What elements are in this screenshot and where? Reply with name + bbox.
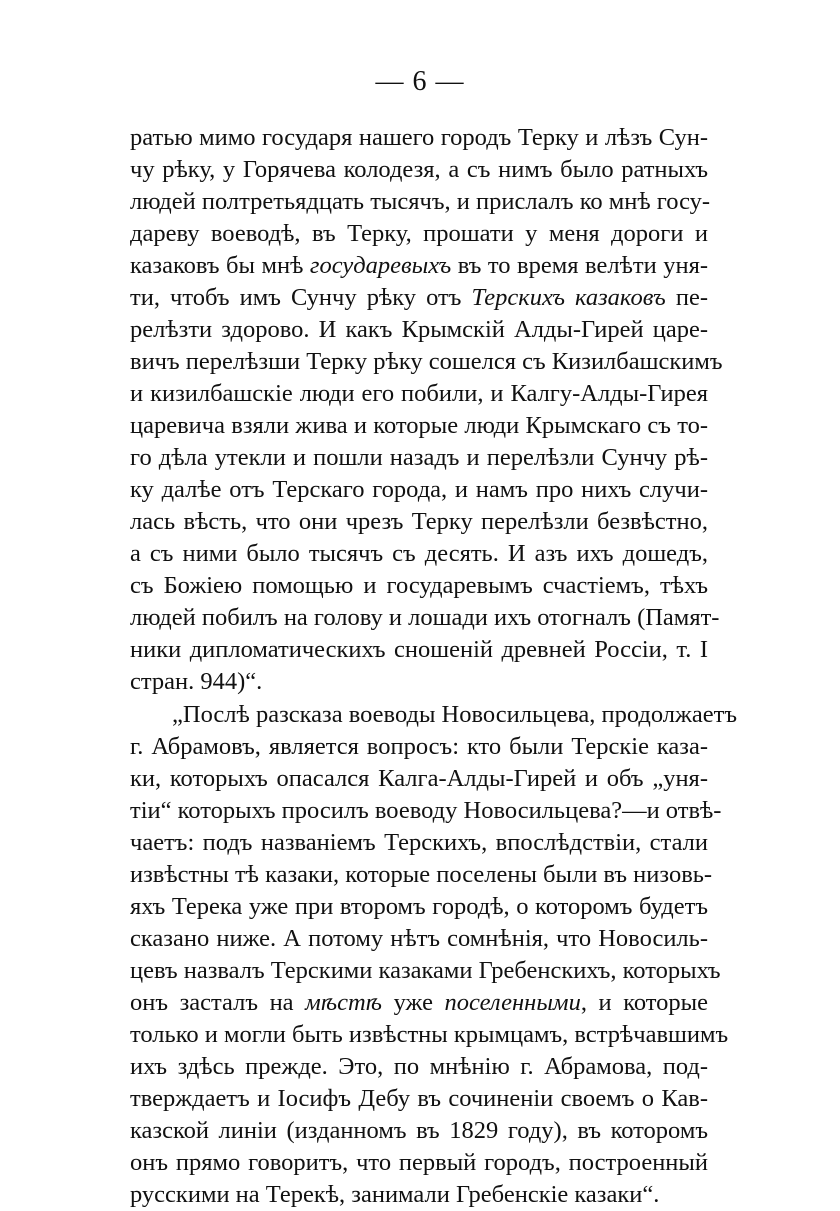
text-line: людей полтретьядцать тысячъ, и прислалъ ко мнѣ госу- [130,188,711,215]
text-line: сказано ниже. А потому нѣтъ сомнѣнія, что Новосиль- [130,925,708,952]
text-line: чу рѣку, у Горячева колодезя, а съ нимъ было ратныхъ [130,156,708,183]
text-line: ку далѣе отъ Терскаго города, и намъ про нихъ случи- [130,476,708,503]
text-line: царевича взяли жива и которые люди Крымскаго съ то- [130,412,708,439]
text-line: съ Божіею помощью и государевымъ счастіемъ, тѣхъ [130,572,708,599]
text-line: лась вѣсть, что они чрезъ Терку перелѣзли безвѣстно, [130,508,708,535]
page-number: — 6 — [375,66,465,97]
text-line: русскими на Терекѣ, занимали Гребенскіе казаки“. [130,1181,660,1208]
text-line: только и могли быть извѣстны крымцамъ, встрѣчавшимъ [130,1021,729,1048]
paragraph [130,122,723,698]
text-line: казаковъ бы мнѣ государевыхъ въ то время велѣти уня- [130,252,708,279]
text-line: тверждаетъ и Іосифъ Дебу въ сочиненіи своемъ о Кав- [130,1085,708,1112]
text-line: тіи“ которыхъ просилъ воеводу Новосильцева?—и отвѣ- [130,797,722,824]
paragraph [130,699,738,1211]
text-line: людей побилъ на голову и лошади ихъ отогналъ (Памят- [130,604,720,631]
text-line: релѣзти здорово. И какъ Крымскій Алды-Гирей царе- [130,316,708,343]
text-line: ники дипломатическихъ сношеній древней Россіи, т. I [130,636,708,663]
text-line: г. Абрамовъ, является вопросъ: кто были Терскіе каза- [130,733,708,760]
body-text [130,122,738,1211]
text-line: онъ засталъ на мѣстѣ уже поселенными, и которые [130,989,708,1016]
text-line: ки, которыхъ опасался Калга-Алды-Гирей и объ „уня- [130,765,708,792]
text-line: ихъ здѣсь прежде. Это, по мнѣнію г. Абрамова, под- [130,1053,708,1080]
text-line: дареву воеводѣ, въ Терку, прошати у меня дороги и [130,220,708,247]
text-line: ти, чтобъ имъ Сунчу рѣку отъ Терскихъ казаковъ пе- [130,284,708,311]
text-line: вичъ перелѣзши Терку рѣку сошелся съ Кизилбашскимъ [130,348,723,375]
text-line: го дѣла утекли и пошли назадъ и перелѣзли Сунчу рѣ- [130,444,708,471]
text-line: чаетъ: подъ названіемъ Терскихъ, впослѣдствіи, стали [130,829,708,856]
text-line: и кизилбашскіе люди его побили, и Калгу-Алды-Гирея [130,380,708,407]
text-line: „Послѣ разсказа воеводы Новосильцева, продолжаетъ [172,701,738,728]
text-line: а съ ними было тысячъ съ десять. И азъ ихъ дошедъ, [130,540,708,567]
text-line: казской линіи (изданномъ въ 1829 году), въ которомъ [130,1117,708,1144]
text-line: яхъ Терека уже при второмъ городѣ, о которомъ будетъ [130,893,708,920]
text-line: извѣстны тѣ казаки, которые поселены были въ низовь- [130,861,713,888]
text-line: онъ прямо говоритъ, что первый городъ, построенный [130,1149,708,1176]
text-line: ратью мимо государя нашего городъ Терку и лѣзъ Сун- [130,124,708,151]
text-line: стран. 944)“. [130,668,263,695]
text-line: цевъ назвалъ Терскими казаками Гребенскихъ, которыхъ [130,957,721,984]
